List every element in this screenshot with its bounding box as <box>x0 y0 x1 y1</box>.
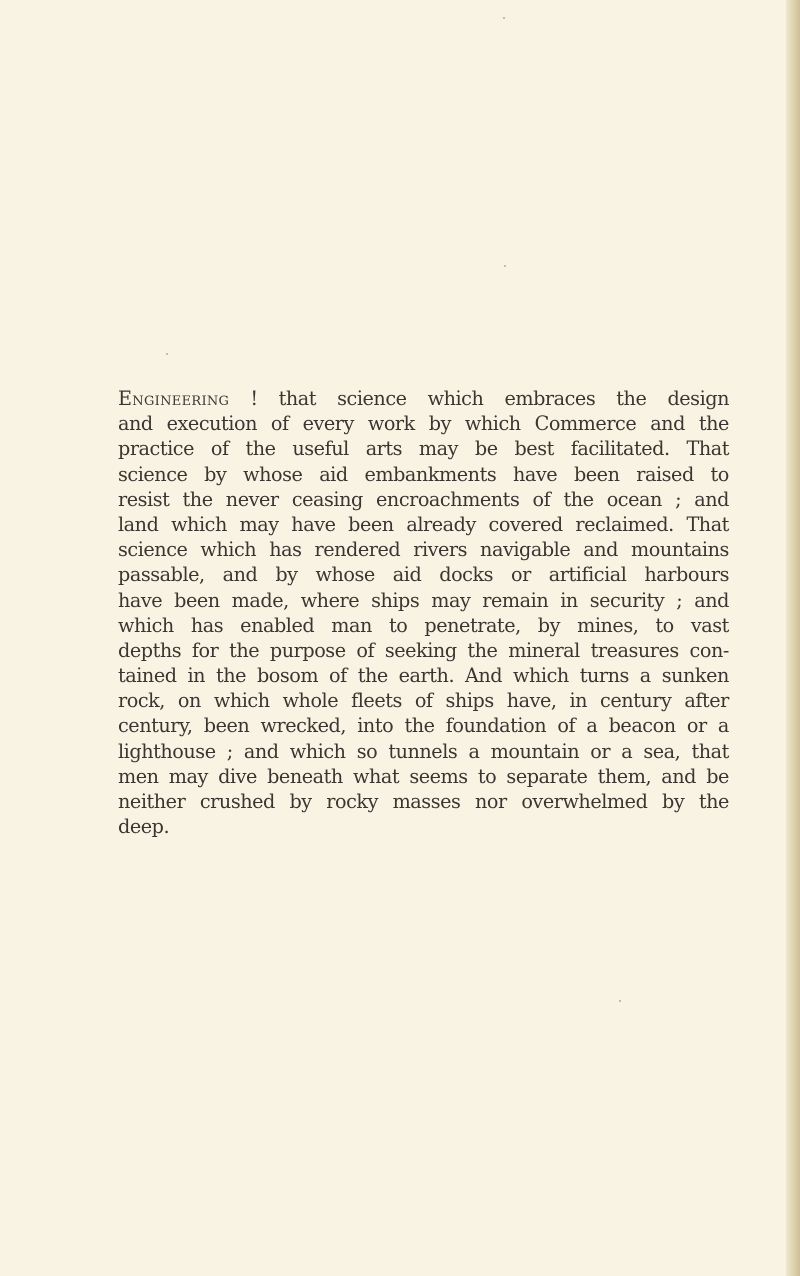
word: be <box>474 437 498 461</box>
word: and <box>650 412 685 436</box>
word: have, <box>506 689 557 713</box>
word: the <box>404 714 435 738</box>
word: the <box>467 638 498 662</box>
word: for <box>191 638 219 662</box>
word: purpose <box>269 638 346 662</box>
word: the <box>563 487 594 511</box>
word: reclaimed. <box>575 512 674 536</box>
word: whole <box>282 689 339 713</box>
paper-speck <box>504 265 506 267</box>
word: that <box>278 387 317 410</box>
word: con- <box>689 638 729 662</box>
word: ; <box>226 739 233 763</box>
word: into <box>357 714 394 738</box>
word: penetrate, <box>424 613 521 637</box>
word: man <box>331 613 372 637</box>
word: the <box>245 437 276 461</box>
text-line <box>118 789 729 814</box>
text-line <box>118 739 729 764</box>
word: ceasing <box>291 487 363 511</box>
word: every <box>302 412 354 436</box>
word: of <box>557 714 576 738</box>
word: arts <box>365 437 403 461</box>
lead-word: Engineering <box>118 387 230 410</box>
word: dive <box>218 764 257 788</box>
word: already <box>406 512 476 536</box>
word: docks <box>439 563 494 587</box>
word: rivers <box>413 538 468 562</box>
word: vast <box>690 613 729 637</box>
text-line <box>118 638 729 663</box>
word: resist <box>118 487 170 511</box>
text-line <box>118 462 729 487</box>
body-paragraph <box>118 386 729 839</box>
word: best <box>514 437 554 461</box>
text-line <box>118 411 729 436</box>
word: to <box>710 462 729 486</box>
word: aid <box>392 563 422 587</box>
word: earth. <box>398 664 455 688</box>
word: the <box>698 412 729 436</box>
word: of <box>270 412 289 436</box>
word: a <box>621 739 633 763</box>
word: seeking <box>384 638 457 662</box>
word: by <box>289 790 312 813</box>
word: by <box>204 462 227 486</box>
word: enabled <box>240 613 315 637</box>
word: of <box>329 664 347 688</box>
word: and <box>661 764 697 788</box>
word: which <box>118 613 174 637</box>
word: useful <box>292 437 349 461</box>
word: so <box>356 739 378 763</box>
word: aid <box>319 462 348 486</box>
word: the <box>698 790 729 813</box>
word: security <box>589 588 665 612</box>
word: and <box>243 739 279 763</box>
word: which <box>427 387 484 410</box>
word: century <box>600 689 672 713</box>
word: made, <box>231 588 289 612</box>
word: seems <box>409 764 468 788</box>
word: covered <box>488 512 563 536</box>
word: a <box>639 664 651 688</box>
word: the <box>182 487 213 511</box>
word: after <box>684 689 729 713</box>
word: by <box>662 790 685 813</box>
word: and <box>118 412 153 436</box>
word: been <box>174 588 220 612</box>
word: navigable <box>480 538 571 562</box>
word: deep. <box>118 815 170 839</box>
word: which <box>464 412 521 436</box>
word: the <box>215 664 247 688</box>
text-line <box>118 537 729 562</box>
word: bosom <box>256 664 319 688</box>
paper-speck <box>166 353 168 355</box>
word: ; <box>676 588 683 612</box>
word: of <box>210 437 229 461</box>
word: ! <box>250 387 258 410</box>
word: or <box>686 714 707 738</box>
word: beneath <box>267 764 343 788</box>
word: or <box>590 739 611 763</box>
word: which <box>200 538 257 562</box>
word: may <box>239 512 279 536</box>
word: work <box>367 412 415 436</box>
page-edge-shadow <box>786 0 800 1276</box>
word: have <box>118 588 163 612</box>
word: whose <box>315 563 375 587</box>
word: never <box>225 487 279 511</box>
word: design <box>667 387 729 410</box>
text-line <box>118 386 729 411</box>
word: depths <box>118 638 182 662</box>
word: by <box>537 613 561 637</box>
word: on <box>177 689 201 713</box>
word: beacon <box>608 714 676 738</box>
word: may <box>168 764 208 788</box>
word: science <box>118 538 188 562</box>
word: practice <box>118 437 194 461</box>
word: that <box>691 739 729 763</box>
word: a <box>468 739 480 763</box>
word: raised <box>636 462 694 486</box>
text-line <box>118 512 729 537</box>
word: sea, <box>643 739 681 763</box>
word: embraces <box>504 387 596 410</box>
text-line <box>118 588 729 613</box>
word: encroachments <box>376 487 520 511</box>
word: mountains <box>631 538 729 562</box>
word: and <box>583 538 619 562</box>
word: foundation <box>445 714 547 738</box>
word: treasures <box>590 638 679 662</box>
word: where <box>300 588 360 612</box>
paper-speck <box>503 17 505 19</box>
word: have <box>291 512 336 536</box>
word: which <box>171 512 227 536</box>
text-line <box>118 663 729 688</box>
word: of <box>532 487 551 511</box>
word: facilitated. <box>570 437 670 461</box>
word: passable, <box>118 563 205 587</box>
word: of <box>414 689 433 713</box>
text-line <box>118 436 729 461</box>
word: separate <box>506 764 588 788</box>
word: sunken <box>661 664 729 688</box>
word: science <box>118 462 188 486</box>
word: and <box>694 487 729 511</box>
word: century, <box>118 714 193 738</box>
word: to <box>388 613 408 637</box>
word: in <box>560 588 578 612</box>
word: nor <box>475 790 507 813</box>
word: mines, <box>577 613 639 637</box>
word: by <box>275 563 298 587</box>
word: in <box>187 664 206 688</box>
word: That <box>686 437 729 461</box>
word: remain <box>482 588 549 612</box>
text-line <box>118 562 729 587</box>
word: have <box>512 462 558 486</box>
word: embankments <box>364 462 497 486</box>
word: artificial <box>548 563 627 587</box>
word: overwhelmed <box>521 790 648 813</box>
word: whose <box>243 462 303 486</box>
word: what <box>352 764 400 788</box>
word: of <box>356 638 375 662</box>
word: the <box>357 664 388 688</box>
text-line <box>118 764 729 789</box>
word: or <box>511 563 531 587</box>
word: neither <box>118 790 186 813</box>
word: harbours <box>644 563 729 587</box>
word: which <box>213 689 270 713</box>
text-line <box>118 713 729 738</box>
text-line <box>118 613 729 638</box>
word: fleets <box>351 689 402 713</box>
word: may <box>418 437 459 461</box>
word: a <box>717 714 729 738</box>
word: ships <box>371 588 420 612</box>
word: rock, <box>118 689 165 713</box>
word: masses <box>392 790 461 813</box>
word: to <box>655 613 674 637</box>
word: ships <box>445 689 494 713</box>
word: science <box>337 387 407 410</box>
word: a <box>586 714 598 738</box>
word: men <box>118 764 159 788</box>
word: the <box>229 638 260 662</box>
word: mineral <box>508 638 580 662</box>
word: which <box>289 739 346 763</box>
word: been <box>348 512 394 536</box>
paper-speck <box>619 1000 621 1002</box>
text-line <box>118 688 729 713</box>
word: has <box>269 538 302 562</box>
word: land <box>118 512 159 536</box>
word: by <box>428 412 451 436</box>
word: mountain <box>490 739 580 763</box>
text-line <box>118 487 729 512</box>
text-line <box>118 814 729 839</box>
word: ocean <box>606 487 662 511</box>
word: has <box>190 613 224 637</box>
word: been <box>203 714 250 738</box>
word: to <box>477 764 497 788</box>
word: wrecked, <box>260 714 346 738</box>
word: be <box>706 764 729 788</box>
word: which <box>513 664 569 688</box>
word: may <box>431 588 471 612</box>
word: That <box>686 512 729 536</box>
word: tained <box>118 664 177 688</box>
word: Commerce <box>534 412 637 436</box>
word: and <box>694 588 729 612</box>
word: ; <box>675 487 682 511</box>
word: in <box>569 689 588 713</box>
word: And <box>464 664 503 688</box>
word: tunnels <box>388 739 458 763</box>
word: crushed <box>199 790 275 813</box>
word: rendered <box>314 538 401 562</box>
word: been <box>573 462 620 486</box>
word: turns <box>579 664 629 688</box>
word: them, <box>597 764 652 788</box>
word: lighthouse <box>118 739 216 763</box>
word: and <box>222 563 258 587</box>
word: the <box>616 387 647 410</box>
word: rocky <box>326 790 378 813</box>
word: execution <box>166 412 257 436</box>
